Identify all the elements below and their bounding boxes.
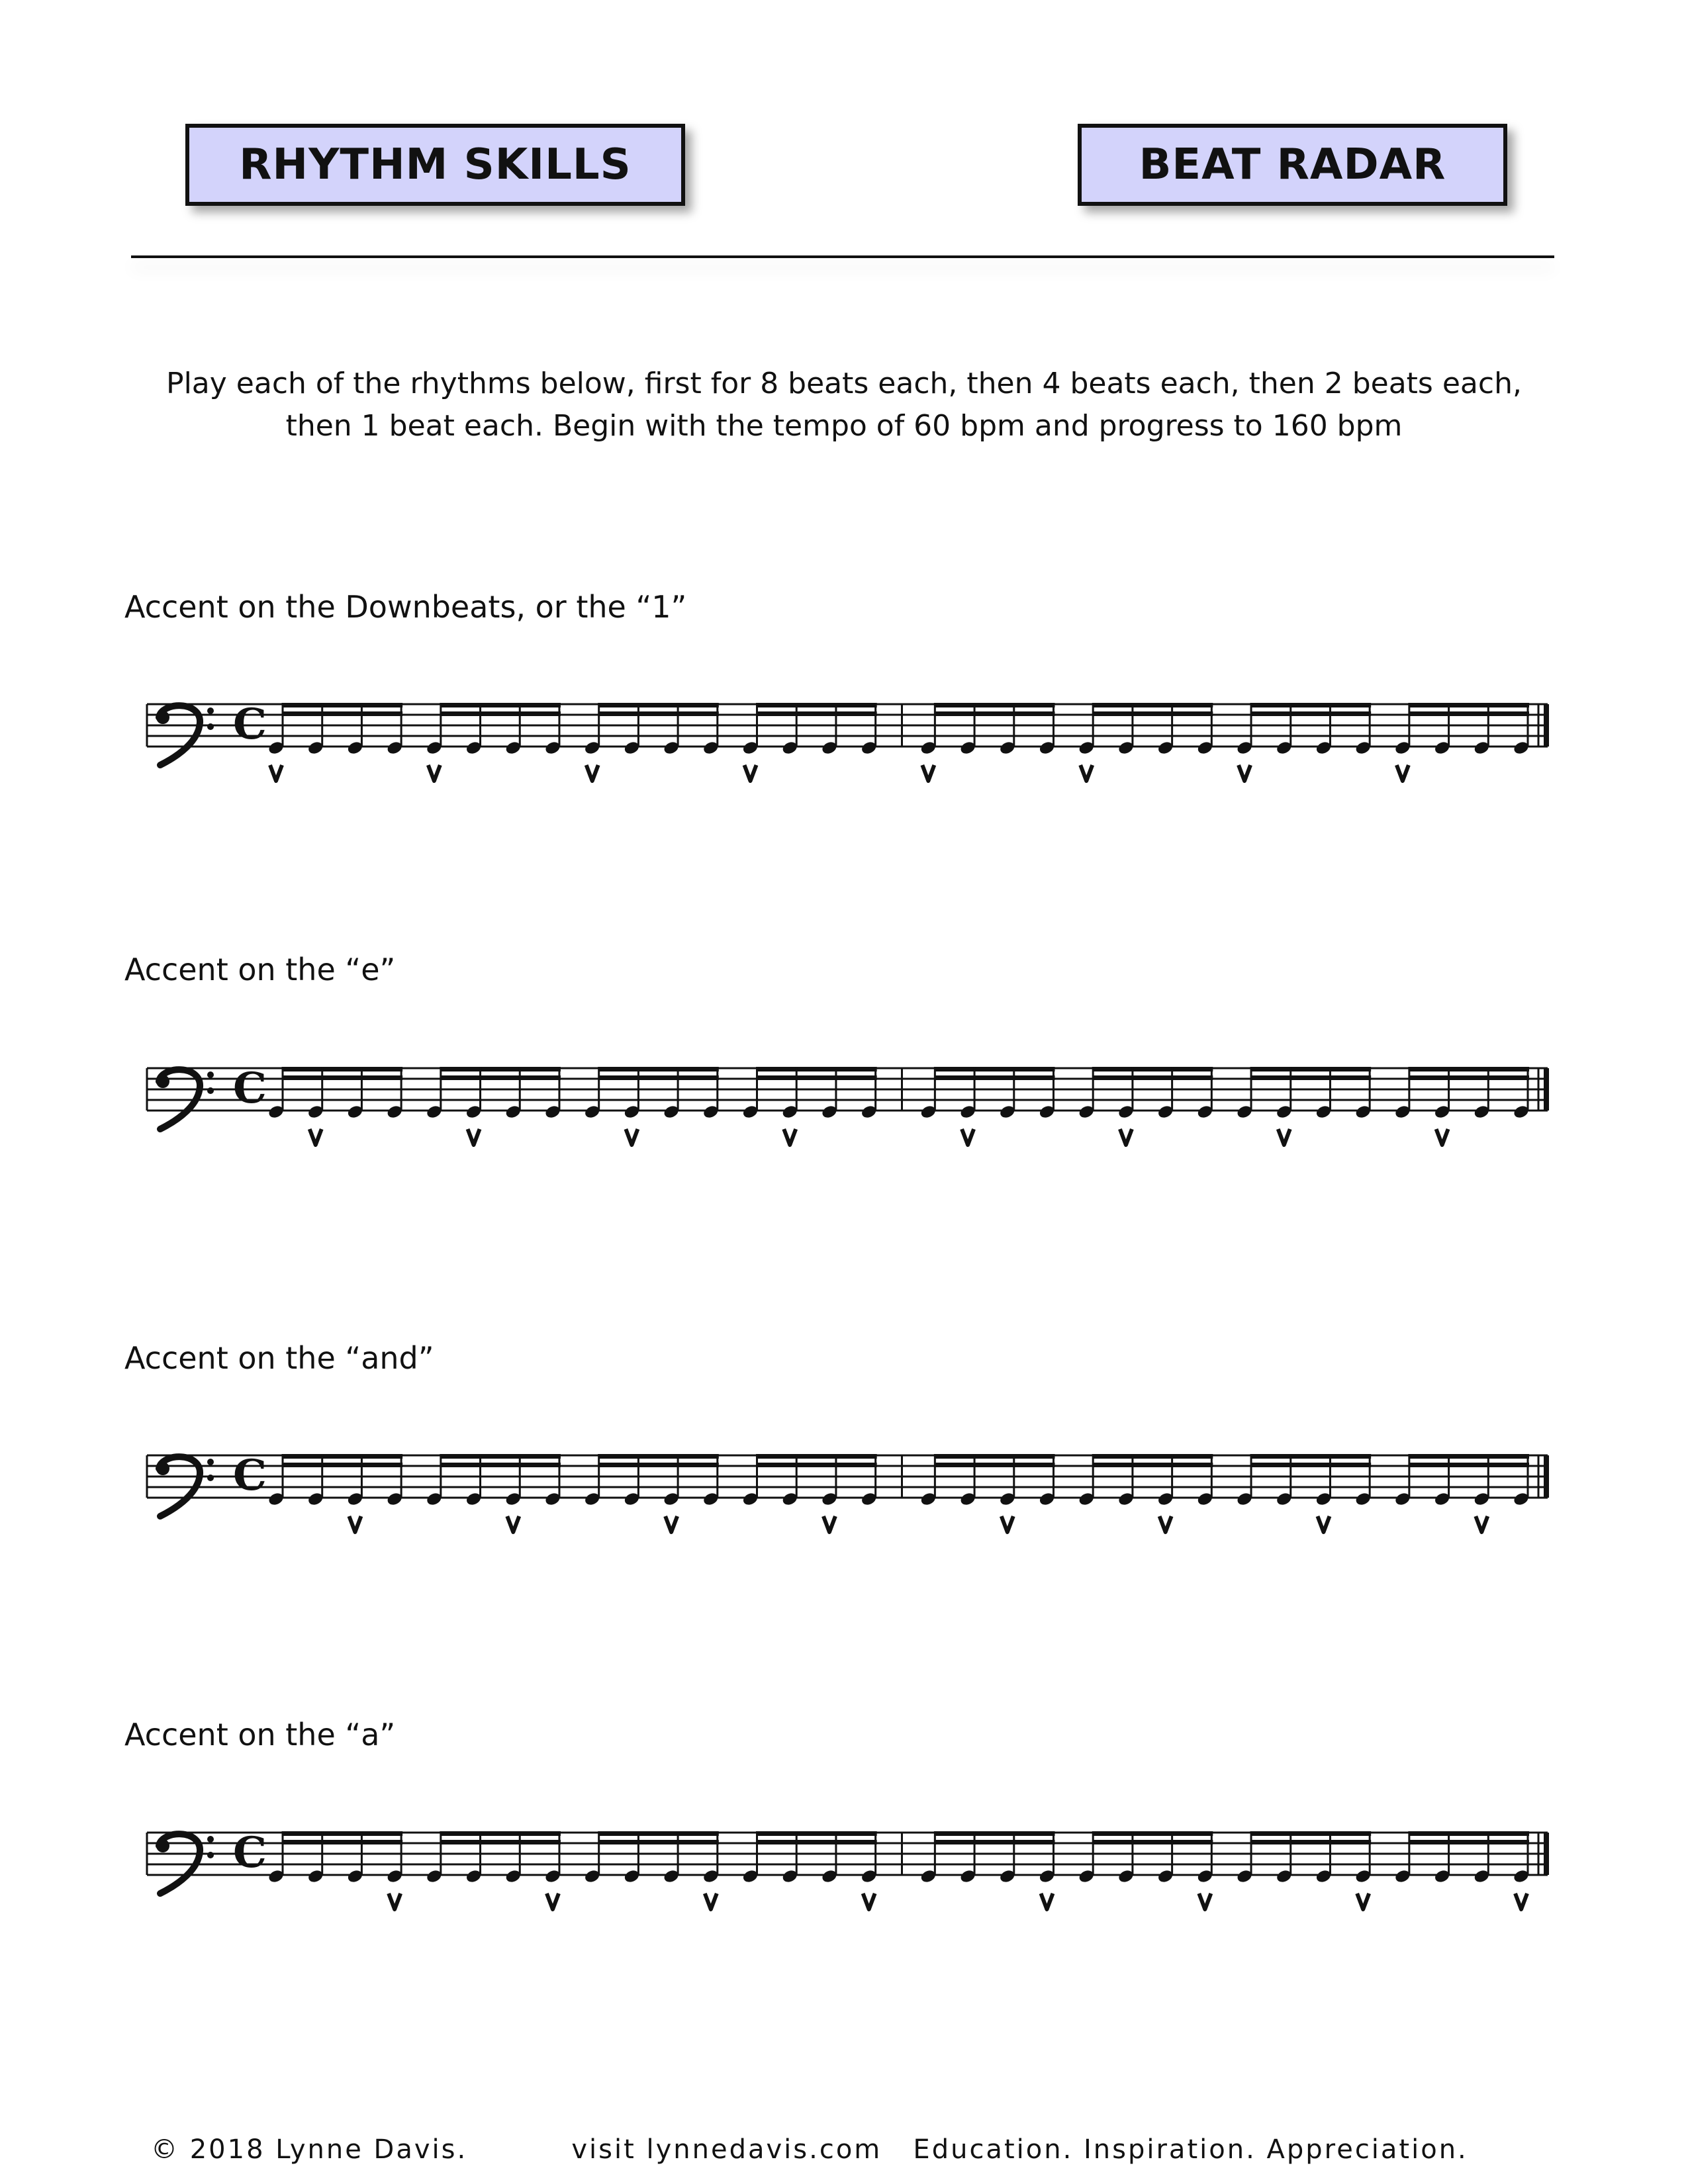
beam bbox=[598, 711, 719, 716]
beam bbox=[598, 1840, 719, 1844]
beat-radar-title: BEAT RADAR bbox=[1078, 124, 1507, 206]
sixteenth-note bbox=[1117, 1831, 1135, 1884]
sixteenth-note bbox=[959, 1831, 977, 1884]
sixteenth-note bbox=[781, 1454, 799, 1507]
beat-group bbox=[425, 703, 561, 781]
time-signature: C bbox=[233, 1451, 267, 1500]
accent-mark bbox=[586, 765, 598, 781]
accent-mark bbox=[665, 1516, 677, 1532]
beat-group bbox=[267, 1454, 404, 1532]
beam bbox=[1250, 1075, 1371, 1080]
beam bbox=[934, 1831, 1055, 1836]
sixteenth-note bbox=[386, 1067, 404, 1120]
sixteenth-note bbox=[583, 1831, 601, 1884]
sixteenth-note bbox=[623, 1831, 641, 1884]
sixteenth-note bbox=[465, 1831, 483, 1884]
beat-group bbox=[1078, 703, 1214, 781]
sixteenth-note bbox=[1156, 703, 1174, 756]
sixteenth-note bbox=[702, 1454, 720, 1507]
beat-group bbox=[583, 1831, 720, 1909]
sixteenth-note bbox=[583, 1454, 601, 1507]
beat-group bbox=[919, 703, 1056, 781]
sixteenth-note bbox=[1394, 1831, 1412, 1884]
sixteenth-note bbox=[741, 1067, 759, 1120]
beam bbox=[598, 703, 719, 707]
sixteenth-note bbox=[1117, 703, 1135, 756]
sixteenth-note bbox=[544, 1067, 562, 1120]
sixteenth-note bbox=[1196, 1067, 1214, 1120]
sixteenth-note bbox=[781, 703, 799, 756]
accent-mark bbox=[1357, 1893, 1369, 1909]
beam bbox=[282, 711, 402, 716]
sixteenth-note bbox=[623, 703, 641, 756]
beam bbox=[934, 1454, 1055, 1459]
beam bbox=[440, 1067, 561, 1071]
beam bbox=[598, 1831, 719, 1836]
sixteenth-note bbox=[959, 1454, 977, 1507]
accent-mark bbox=[784, 1129, 796, 1145]
sixteenth-note bbox=[267, 1067, 285, 1120]
beam bbox=[1092, 1463, 1213, 1467]
staff-downbeat bbox=[0, 668, 1688, 821]
sixteenth-note bbox=[386, 1454, 404, 1507]
sixteenth-note bbox=[919, 1454, 937, 1507]
accent-mark bbox=[863, 1893, 875, 1909]
beam bbox=[440, 1075, 561, 1080]
sixteenth-note bbox=[1196, 1454, 1214, 1507]
footer-tagline: Education. Inspiration. Appreciation. bbox=[913, 2134, 1468, 2165]
sixteenth-note bbox=[504, 1067, 522, 1120]
beam bbox=[934, 1840, 1055, 1844]
sixteenth-note bbox=[583, 1067, 601, 1120]
beam bbox=[934, 703, 1055, 707]
beat-group bbox=[1236, 1067, 1372, 1145]
beat-group bbox=[1394, 1831, 1530, 1909]
accent-mark bbox=[1515, 1893, 1527, 1909]
accent-mark bbox=[389, 1893, 400, 1909]
rhythm-skills-title: RHYTHM SKILLS bbox=[185, 124, 685, 206]
accent-mark bbox=[1002, 1516, 1013, 1532]
beat-group bbox=[1394, 703, 1530, 781]
beam bbox=[757, 1075, 877, 1080]
sixteenth-note bbox=[346, 1831, 364, 1884]
sixteenth-note bbox=[998, 1831, 1016, 1884]
accent-mark bbox=[705, 1893, 717, 1909]
beat-group bbox=[1078, 1067, 1214, 1145]
sixteenth-note bbox=[1315, 703, 1333, 756]
beam bbox=[1250, 1454, 1371, 1459]
sixteenth-note bbox=[1275, 703, 1293, 756]
sixteenth-note bbox=[1236, 1831, 1254, 1884]
sixteenth-note bbox=[346, 703, 364, 756]
beam bbox=[440, 1463, 561, 1467]
beam bbox=[1092, 1840, 1213, 1844]
beam bbox=[282, 703, 402, 707]
beam bbox=[282, 1840, 402, 1844]
sixteenth-note bbox=[346, 1067, 364, 1120]
sixteenth-note bbox=[1078, 1067, 1096, 1120]
sixteenth-note bbox=[860, 703, 878, 756]
beat-group bbox=[1236, 703, 1372, 781]
sixteenth-note bbox=[623, 1454, 641, 1507]
sixteenth-note bbox=[959, 703, 977, 756]
sixteenth-note bbox=[1156, 1831, 1174, 1884]
staff-lines bbox=[147, 1833, 1548, 1875]
sixteenth-note bbox=[860, 1454, 878, 1507]
sixteenth-note bbox=[1078, 1454, 1096, 1507]
sixteenth-note bbox=[267, 1454, 285, 1507]
sixteenth-note bbox=[998, 703, 1016, 756]
beam bbox=[282, 1075, 402, 1080]
instructions-line-1: Play each of the rhythms below, first for 8 beats each, then 4 beats each, then 2 beats each, bbox=[166, 367, 1522, 400]
beam bbox=[1250, 703, 1371, 707]
beat-group bbox=[741, 1831, 878, 1909]
beam bbox=[757, 711, 877, 716]
accent-mark bbox=[922, 765, 934, 781]
beat-group bbox=[1078, 1831, 1214, 1909]
staff-lines bbox=[147, 1068, 1548, 1111]
beam bbox=[1250, 1831, 1371, 1836]
beam bbox=[757, 1067, 877, 1071]
sixteenth-note bbox=[741, 1454, 759, 1507]
accent-mark bbox=[349, 1516, 361, 1532]
sixteenth-note bbox=[919, 1831, 937, 1884]
sixteenth-note bbox=[702, 1067, 720, 1120]
sixteenth-note bbox=[1473, 703, 1491, 756]
beat-group bbox=[583, 1067, 720, 1145]
staff-a bbox=[0, 1797, 1688, 1949]
sixteenth-note bbox=[1038, 1454, 1056, 1507]
beam bbox=[757, 703, 877, 707]
sixteenth-note bbox=[425, 1454, 443, 1507]
exercise-label-and: Accent on the “and” bbox=[124, 1340, 434, 1376]
sixteenth-note bbox=[1315, 1067, 1333, 1120]
sixteenth-note bbox=[1433, 1454, 1451, 1507]
beat-group bbox=[267, 1067, 404, 1145]
staff-and bbox=[0, 1420, 1688, 1572]
beam bbox=[1092, 1831, 1213, 1836]
accent-mark bbox=[1199, 1893, 1211, 1909]
sixteenth-note bbox=[1078, 1831, 1096, 1884]
sixteenth-note bbox=[919, 1067, 937, 1120]
accent-mark bbox=[1436, 1129, 1448, 1145]
sixteenth-note bbox=[1513, 1454, 1530, 1507]
time-signature: C bbox=[233, 1828, 267, 1878]
beat-group bbox=[919, 1067, 1056, 1145]
accent-mark bbox=[823, 1516, 835, 1532]
beam bbox=[1409, 1463, 1529, 1467]
beam bbox=[757, 1454, 877, 1459]
beam bbox=[934, 1463, 1055, 1467]
footer-copyright: © 2018 Lynne Davis. bbox=[151, 2134, 468, 2165]
beam bbox=[282, 1463, 402, 1467]
accent-mark bbox=[1476, 1516, 1487, 1532]
sixteenth-note bbox=[465, 703, 483, 756]
beam bbox=[1409, 1454, 1529, 1459]
sixteenth-note bbox=[1513, 1067, 1530, 1120]
accent-mark bbox=[1120, 1129, 1132, 1145]
sixteenth-note bbox=[663, 703, 680, 756]
sixteenth-note bbox=[1196, 703, 1214, 756]
beam bbox=[1409, 1067, 1529, 1071]
beam bbox=[1092, 711, 1213, 716]
sixteenth-note bbox=[267, 1831, 285, 1884]
sixteenth-note bbox=[465, 1454, 483, 1507]
instructions-line-2: then 1 beat each. Begin with the tempo of 60 bpm and progress to 160 bpm bbox=[285, 409, 1403, 443]
beam bbox=[440, 711, 561, 716]
sixteenth-note bbox=[1354, 1067, 1372, 1120]
beam bbox=[1092, 1075, 1213, 1080]
sixteenth-note bbox=[1315, 1831, 1333, 1884]
beam bbox=[757, 1840, 877, 1844]
accent-mark bbox=[1080, 765, 1092, 781]
accent-mark bbox=[507, 1516, 519, 1532]
sixteenth-note bbox=[544, 1454, 562, 1507]
accent-mark bbox=[1317, 1516, 1329, 1532]
beat-group bbox=[741, 703, 878, 781]
time-signature: C bbox=[233, 1064, 267, 1113]
sixteenth-note bbox=[1394, 1454, 1412, 1507]
accent-mark bbox=[1239, 765, 1250, 781]
sixteenth-note bbox=[821, 703, 839, 756]
beat-group bbox=[741, 1454, 878, 1532]
beam bbox=[1250, 1463, 1371, 1467]
time-signature: C bbox=[233, 700, 267, 749]
accent-mark bbox=[428, 765, 440, 781]
staff-lines bbox=[147, 704, 1548, 747]
sixteenth-note bbox=[702, 703, 720, 756]
beat-group bbox=[1236, 1831, 1372, 1909]
exercise-label-e: Accent on the “e” bbox=[124, 952, 396, 987]
sixteenth-note bbox=[821, 1067, 839, 1120]
sixteenth-note bbox=[1354, 1454, 1372, 1507]
beat-group bbox=[1394, 1067, 1530, 1145]
sixteenth-note bbox=[1117, 1454, 1135, 1507]
sixteenth-note bbox=[1354, 703, 1372, 756]
staff-e bbox=[0, 1032, 1688, 1185]
beat-group bbox=[583, 703, 720, 781]
final-barline-thick bbox=[1544, 704, 1549, 747]
beat-group bbox=[741, 1067, 878, 1145]
beam bbox=[1409, 1840, 1529, 1844]
sixteenth-note bbox=[1038, 703, 1056, 756]
beam bbox=[1250, 1067, 1371, 1071]
beat-group bbox=[1236, 1454, 1372, 1532]
beam bbox=[598, 1067, 719, 1071]
sixteenth-note bbox=[306, 1454, 324, 1507]
beam bbox=[282, 1831, 402, 1836]
sixteenth-note bbox=[1394, 1067, 1412, 1120]
beam bbox=[1092, 1454, 1213, 1459]
beam bbox=[1250, 1840, 1371, 1844]
sixteenth-note bbox=[1275, 1831, 1293, 1884]
sixteenth-note bbox=[1473, 1067, 1491, 1120]
sixteenth-note bbox=[504, 1831, 522, 1884]
sixteenth-note bbox=[504, 703, 522, 756]
exercise-label-a: Accent on the “a” bbox=[124, 1717, 396, 1752]
exercise-label-downbeat: Accent on the Downbeats, or the “1” bbox=[124, 589, 687, 625]
accent-mark bbox=[962, 1129, 974, 1145]
beam bbox=[1409, 703, 1529, 707]
staff-lines bbox=[147, 1455, 1548, 1498]
sixteenth-note bbox=[386, 703, 404, 756]
sixteenth-note bbox=[1236, 1454, 1254, 1507]
beam bbox=[282, 1067, 402, 1071]
beam bbox=[598, 1075, 719, 1080]
sixteenth-note bbox=[306, 703, 324, 756]
beam bbox=[1409, 1831, 1529, 1836]
accent-mark bbox=[626, 1129, 637, 1145]
beam bbox=[1409, 711, 1529, 716]
sixteenth-note bbox=[663, 1067, 680, 1120]
header-divider bbox=[131, 255, 1554, 258]
beam bbox=[1409, 1075, 1529, 1080]
final-barline-thick bbox=[1544, 1068, 1549, 1111]
sixteenth-note bbox=[741, 1831, 759, 1884]
accent-mark bbox=[310, 1129, 322, 1145]
beat-group bbox=[425, 1454, 561, 1532]
sixteenth-note bbox=[1038, 1067, 1056, 1120]
accent-mark bbox=[270, 765, 282, 781]
sixteenth-note bbox=[998, 1067, 1016, 1120]
beat-group bbox=[267, 1831, 404, 1909]
beam bbox=[934, 1075, 1055, 1080]
accent-mark bbox=[1160, 1516, 1172, 1532]
sixteenth-note bbox=[1236, 1067, 1254, 1120]
beat-group bbox=[425, 1831, 561, 1909]
beam bbox=[934, 1067, 1055, 1071]
beam bbox=[757, 1831, 877, 1836]
sixteenth-note bbox=[306, 1831, 324, 1884]
sixteenth-note bbox=[1433, 703, 1451, 756]
final-barline-thick bbox=[1544, 1455, 1549, 1498]
accent-mark bbox=[547, 1893, 559, 1909]
beam bbox=[440, 1454, 561, 1459]
sixteenth-note bbox=[821, 1831, 839, 1884]
beam bbox=[757, 1463, 877, 1467]
beat-group bbox=[919, 1454, 1056, 1532]
sixteenth-note bbox=[544, 703, 562, 756]
beam bbox=[1092, 1067, 1213, 1071]
beat-group bbox=[267, 703, 404, 781]
accent-mark bbox=[1041, 1893, 1053, 1909]
footer-visit: visit lynnedavis.com bbox=[571, 2134, 882, 2165]
sixteenth-note bbox=[1275, 1454, 1293, 1507]
final-barline-thick bbox=[1544, 1833, 1549, 1875]
sixteenth-note bbox=[1156, 1067, 1174, 1120]
sixteenth-note bbox=[1473, 1831, 1491, 1884]
beam bbox=[598, 1454, 719, 1459]
beam bbox=[440, 1840, 561, 1844]
accent-mark bbox=[1397, 765, 1409, 781]
beam bbox=[440, 1831, 561, 1836]
sixteenth-note bbox=[781, 1831, 799, 1884]
sixteenth-note bbox=[425, 1831, 443, 1884]
sixteenth-note bbox=[425, 1067, 443, 1120]
beat-group bbox=[425, 1067, 561, 1145]
accent-mark bbox=[468, 1129, 480, 1145]
sixteenth-note bbox=[663, 1831, 680, 1884]
beat-group bbox=[1394, 1454, 1530, 1532]
beam bbox=[440, 703, 561, 707]
beam bbox=[934, 711, 1055, 716]
beat-group bbox=[919, 1831, 1056, 1909]
beam bbox=[1250, 711, 1371, 716]
sixteenth-note bbox=[860, 1067, 878, 1120]
beam bbox=[598, 1463, 719, 1467]
beam bbox=[1092, 703, 1213, 707]
accent-mark bbox=[1278, 1129, 1290, 1145]
beat-group bbox=[583, 1454, 720, 1532]
footer bbox=[151, 2134, 1468, 2165]
sixteenth-note bbox=[1513, 703, 1530, 756]
beam bbox=[282, 1454, 402, 1459]
accent-mark bbox=[745, 765, 757, 781]
sixteenth-note bbox=[1433, 1831, 1451, 1884]
beat-group bbox=[1078, 1454, 1214, 1532]
